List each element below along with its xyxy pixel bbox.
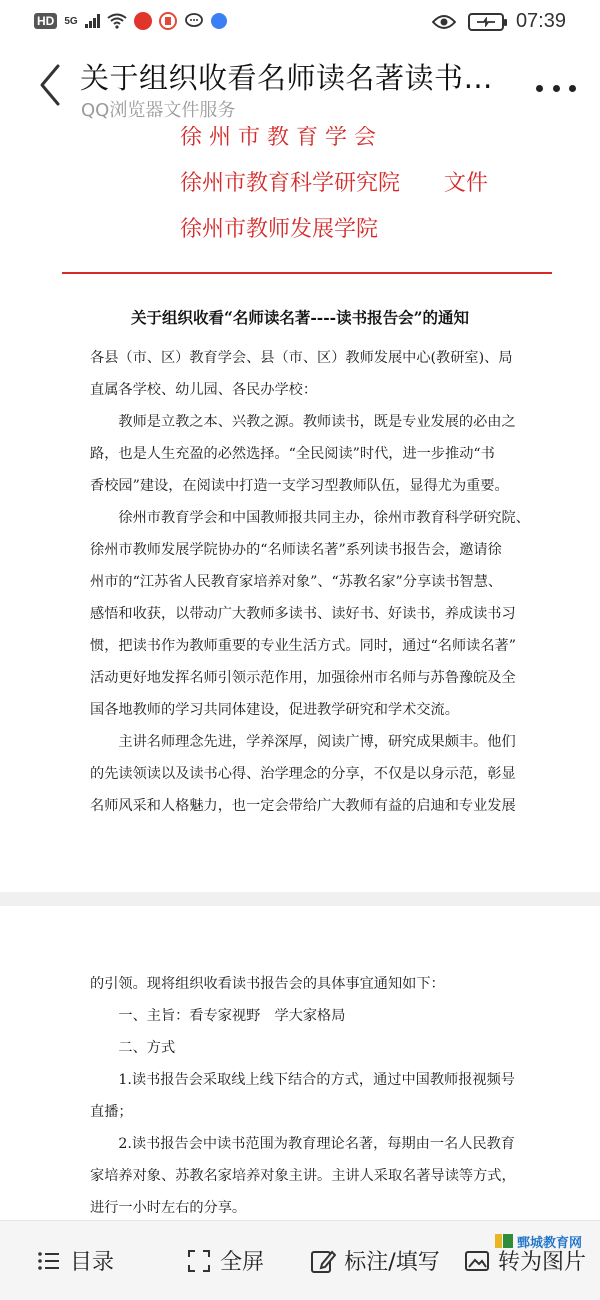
text-line: 直播； (90, 1104, 133, 1120)
text-line: 徐州市教师发展学院协办的“名师读名著”系列读书报告会，邀请徐 (90, 542, 502, 558)
watermark (494, 1228, 590, 1254)
text-line: 家培养对象、苏教名家培养对象主讲。主讲人采取名著导读等方式， (90, 1168, 516, 1184)
app-notification-icon (134, 12, 152, 30)
text-line: 香校园”建设，在阅读中打造一支学习型教师队伍，显得尤为重要。 (90, 478, 509, 494)
status-right (432, 10, 566, 33)
addressee (90, 342, 520, 406)
back-button[interactable] (30, 60, 70, 110)
fullscreen-icon (186, 1248, 212, 1274)
org-line-2: 徐州市教育科学研究院 (180, 171, 401, 196)
hd-indicator: HD (34, 13, 57, 29)
org-line-1: 徐 州 市 教 育 学 会 (180, 126, 376, 150)
page-2-content (90, 968, 520, 1220)
watermark-text: 鄄城教育网 (517, 1235, 583, 1251)
wenjian-label: 文件 (444, 171, 489, 196)
text-line: 一、主旨：看专家视野 学大家格局 (90, 1008, 346, 1024)
text-line: 直属各学校、幼儿园、各民办学校： (90, 382, 318, 398)
text-line: 二、方式 (90, 1040, 176, 1056)
status-bar (0, 0, 600, 46)
red-divider (62, 272, 552, 274)
page-subtitle: QQ浏览器文件服务 (81, 100, 236, 121)
chevron-left-icon (30, 60, 70, 110)
text-line: 2.读书报告会中读书范围为教育理论名著，每期由一名人民教育 (90, 1136, 515, 1152)
status-left (34, 12, 227, 30)
image-convert-icon (464, 1248, 490, 1274)
watermark-logo-icon (494, 1231, 514, 1251)
text-line: 活动更好地发挥名师引领示范作用，加强徐州市名师与苏鲁豫皖及全 (90, 670, 516, 686)
battery-icon (468, 13, 504, 31)
text-line: 进行一小时左右的分享。 (90, 1200, 247, 1216)
list-icon (36, 1248, 62, 1274)
text-line: 惯，把读书作为教师重要的专业生活方式。同时，通过“名师读名著” (90, 638, 516, 654)
notice-title: 关于组织收看“名师读名著----读书报告会”的通知 (130, 308, 470, 327)
text-line: 感悟和收获，以带动广大教师多读书、读好书、好读书，养成读书习 (90, 606, 516, 622)
document-viewer[interactable] (0, 126, 600, 1220)
more-dot-icon (553, 85, 560, 92)
fullscreen-label: 全屏 (219, 1250, 264, 1275)
signal-icon (85, 14, 100, 28)
text-line: 国各地教师的学习共同体建设，促进教学研究和学术交流。 (90, 702, 459, 718)
more-dot-icon (536, 85, 543, 92)
title-bar (0, 46, 600, 126)
network-type: 5G (64, 15, 78, 27)
more-dot-icon (569, 85, 576, 92)
annotate-label: 标注/填写 (344, 1250, 440, 1275)
text-line: 1.读书报告会采取线上线下结合的方式，通过中国教师报视频号 (90, 1072, 515, 1088)
clock: 07:39 (515, 10, 566, 32)
text-line: 的引领。现将组织收看读书报告会的具体事宜通知如下： (90, 976, 445, 992)
convert-image-label: 转为图片 (497, 1250, 586, 1275)
text-line: 名师风采和人格魅力，也一定会带给广大教师有益的启迪和专业发展 (90, 798, 516, 814)
text-line: 徐州市教育学会和中国教师报共同主办，徐州市教育科学研究院、 (90, 510, 530, 526)
eye-icon (432, 14, 456, 30)
edit-icon (310, 1248, 336, 1274)
text-line: 教师是立教之本、兴教之源。教师读书，既是专业发展的必由之 (90, 414, 516, 430)
annotate-button[interactable] (300, 1221, 450, 1300)
page-separator (0, 892, 600, 906)
toc-button[interactable] (0, 1221, 150, 1300)
paragraph-3 (90, 726, 520, 822)
text-line: 主讲名师理念先进，学养深厚，阅读广博，研究成果颇丰。他们 (90, 734, 516, 750)
paragraph-2 (90, 502, 530, 726)
wifi-icon (107, 13, 127, 29)
text-line: 各县（市、区）教育学会、县（市、区）教师发展中心(教研室)、局 (90, 350, 513, 366)
toc-label: 目录 (69, 1250, 114, 1275)
fullscreen-button[interactable] (150, 1221, 300, 1300)
page-title: 关于组织收看名师读名著读书… (80, 61, 494, 95)
org-line-3: 徐州市教师发展学院 (180, 217, 379, 242)
text-line: 州市的“江苏省人民教育家培养对象”、“苏教名家”分享读书智慧、 (90, 574, 503, 590)
paragraph-1 (90, 406, 520, 502)
more-options-button[interactable] (536, 76, 576, 100)
chat-icon (184, 12, 204, 30)
text-line: 路，也是人生充盈的必然选择。“全民阅读”时代，进一步推动“书 (90, 446, 495, 462)
text-line: 的先读领读以及读书心得、治学理念的分享，不仅是以身示范，彰显 (90, 766, 516, 782)
music-icon (211, 13, 227, 29)
app-notification-icon-2 (159, 12, 177, 30)
